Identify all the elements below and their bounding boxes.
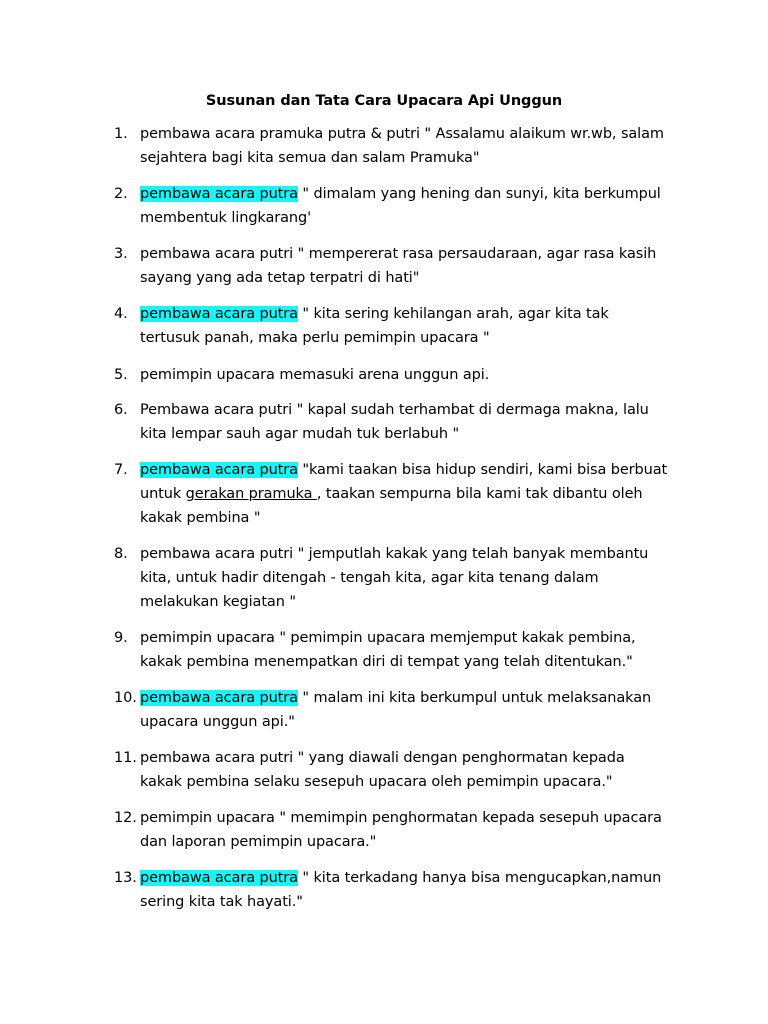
- list-item-13: [114, 866, 714, 914]
- list-item-1: [114, 122, 714, 170]
- item-line-1-rest: " kita terkadang hanya bisa mengucapkan,namun: [297, 870, 662, 886]
- item-line-1: pembawa acara pramuka putra & putri " Assalamu alaikum wr.wb, salam: [140, 126, 664, 142]
- item-number: 6.: [114, 402, 128, 418]
- item-line-1: [140, 866, 714, 890]
- item-number: 3.: [114, 246, 128, 262]
- item-line-2: kita lempar sauh agar mudah tuk berlabuh ": [140, 426, 460, 442]
- underlined-phrase: gerakan pramuka: [185, 486, 317, 502]
- item-line-1: pembawa acara putri " mempererat rasa persaudaraan, agar rasa kasih: [140, 246, 657, 262]
- item-line-2: kakak pembina menempatkan diri di tempat yang telah ditentukan.": [140, 654, 633, 670]
- item-line-1: pembawa acara putri " jemputlah kakak yang telah banyak membantu: [140, 546, 649, 562]
- list-item-4: [114, 302, 714, 350]
- item-line-2: kakak pembina selaku sesepuh upacara oleh pemimpin upacara.": [140, 774, 613, 790]
- document-title: Susunan dan Tata Cara Upacara Api Unggun: [205, 93, 563, 109]
- item-number: 7.: [114, 462, 128, 478]
- item-line-1: pemimpin upacara " pemimpin upacara memjemput kakak pembina,: [140, 630, 636, 646]
- item-line-1-rest: " kita sering kehilangan arah, agar kita tak: [297, 306, 609, 322]
- item-line-2-post: , taakan sempurna bila kami tak dibantu oleh: [316, 486, 643, 502]
- item-number: 4.: [114, 306, 128, 322]
- item-line-1: pemimpin upacara " memimpin penghormatan kepada sesepuh upacara: [140, 810, 662, 826]
- list-item-10: [114, 686, 714, 734]
- item-number: 12.: [114, 810, 137, 826]
- list-item-11: [114, 746, 714, 794]
- list-item-9: [114, 626, 714, 674]
- highlighted-speaker: pembawa acara putra: [140, 306, 298, 322]
- item-line-1-rest: "kami taakan bisa hidup sendiri, kami bisa berbuat: [297, 462, 668, 478]
- item-line-2: kita, untuk hadir ditengah - tengah kita, agar kita tenang dalam: [140, 570, 599, 586]
- list-item-5: [114, 363, 714, 387]
- item-line-2: tertusuk panah, maka perlu pemimpin upacara ": [140, 330, 490, 346]
- item-number: 5.: [114, 367, 128, 383]
- item-number: 8.: [114, 546, 128, 562]
- item-line-1: [140, 686, 714, 710]
- item-line-1: [140, 458, 714, 482]
- item-line-2: membentuk lingkarang': [140, 210, 311, 226]
- item-line-2: dan laporan pemimpin upacara.": [140, 834, 377, 850]
- highlighted-speaker: pembawa acara putra: [140, 690, 298, 706]
- item-line-1: [140, 182, 714, 206]
- item-line-2: sayang yang ada tetap terpatri di hati": [140, 270, 420, 286]
- highlighted-speaker: pembawa acara putra: [140, 186, 298, 202]
- item-line-2: sejahtera bagi kita semua dan salam Pramuka": [140, 150, 480, 166]
- item-number: 11.: [114, 750, 137, 766]
- item-line-1: Pembawa acara putri " kapal sudah terhambat di dermaga makna, lalu: [140, 402, 649, 418]
- item-line-1: pemimpin upacara memasuki arena unggun api.: [140, 367, 490, 383]
- list-item-3: [114, 242, 714, 290]
- item-line-1-rest: " malam ini kita berkumpul untuk melaksanakan: [297, 690, 652, 706]
- item-line-1-rest: " dimalam yang hening dan sunyi, kita berkumpul: [297, 186, 661, 202]
- item-number: 1.: [114, 126, 128, 142]
- item-number: 13.: [114, 870, 137, 886]
- list-item-6: [114, 398, 714, 446]
- item-line-2: upacara unggun api.": [140, 714, 295, 730]
- list-item-7: [114, 458, 714, 530]
- item-line-3: kakak pembina ": [140, 510, 261, 526]
- item-line-3: melakukan kegiatan ": [140, 594, 296, 610]
- item-number: 2.: [114, 186, 128, 202]
- item-line-2-pre: untuk: [140, 486, 186, 502]
- list-item-8: [114, 542, 714, 614]
- item-number: 10.: [114, 690, 137, 706]
- item-line-2: sering kita tak hayati.": [140, 894, 303, 910]
- list-item-12: [114, 806, 714, 854]
- list-item-2: [114, 182, 714, 230]
- item-line-2: [140, 482, 714, 506]
- highlighted-speaker: pembawa acara putra: [140, 870, 298, 886]
- item-line-1: [140, 302, 714, 326]
- item-number: 9.: [114, 630, 128, 646]
- highlighted-speaker: pembawa acara putra: [140, 462, 298, 478]
- item-line-1: pembawa acara putri " yang diawali dengan penghormatan kepada: [140, 750, 625, 766]
